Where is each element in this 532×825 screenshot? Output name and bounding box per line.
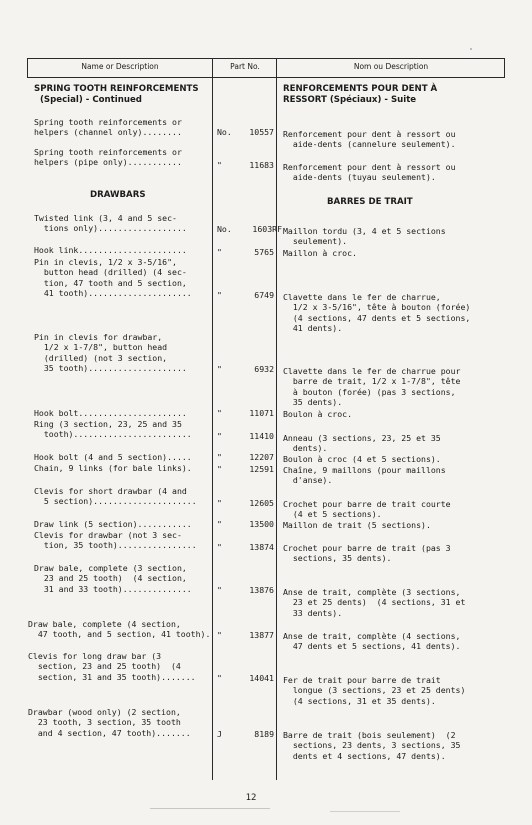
item-description-en: Drawbar (wood only) (2 section, 23 tooth, 3 section, 35 tooth and 4 section, 47 tooth)....... [28, 707, 191, 738]
item-description-en: Spring tooth reinforcements or helpers (channel only)........ [34, 117, 182, 138]
item-description-fr: Fer de trait pour barre de trait longue (3 sections, 23 et 25 dents) (4 sections, 31 et 35 dents). [283, 675, 466, 706]
right-border [504, 58, 505, 77]
item-description-fr: Maillon de trait (5 sections). [283, 520, 431, 530]
item-part-number: 14041 [249, 673, 274, 683]
item-description-en: Pin in clevis, 1/2 x 3-5/16", button head (drilled) (4 sec- tion, 47 tooth and 5 section, 41 tooth)..................... [34, 257, 192, 298]
section-drawbars-fr: BARRES DE TRAIT [327, 197, 413, 207]
column-divider-2 [276, 58, 277, 780]
item-prefix: " [217, 519, 222, 529]
item-part-number: 12207 [249, 452, 274, 462]
item-prefix: J [217, 729, 222, 739]
item-description-fr: Maillon à croc. [283, 248, 357, 258]
header-nom-description: Nom ou Description [353, 62, 429, 71]
section-drawbars-en: DRAWBARS [90, 190, 146, 200]
item-prefix: " [217, 408, 222, 418]
item-description-en: Spring tooth reinforcements or helpers (pipe only)........... [34, 147, 182, 168]
item-description-en: Hook link...................... [34, 245, 187, 255]
item-prefix: " [217, 364, 222, 374]
page-number: 12 [245, 793, 257, 803]
item-part-number: 5765 [254, 247, 274, 257]
item-description-fr: Renforcement pour dent à ressort ou aide-dents (cannelure seulement). [283, 129, 456, 150]
item-description-en: Clevis for drawbar (not 3 sec- tion, 35 tooth)................ [34, 530, 197, 551]
item-prefix: " [217, 542, 222, 552]
item-part-number: 6749 [254, 290, 274, 300]
item-part-number: 11410 [249, 431, 274, 441]
item-part-number: 13874 [249, 542, 274, 552]
item-prefix: " [217, 431, 222, 441]
item-part-number: 10557 [249, 127, 274, 137]
item-description-en: Hook bolt...................... [34, 408, 187, 418]
scan-mark [470, 48, 472, 50]
item-description-en: Twisted link (3, 4 and 5 sec- tions only).................. [34, 213, 187, 234]
item-description-en: Clevis for long draw bar (3 section, 23 and 25 tooth) (4 section, 31 and 35 tooth)....... [28, 651, 196, 682]
item-part-number: 6932 [254, 364, 274, 374]
item-part-number: 11071 [249, 408, 274, 418]
item-part-number: 1603RF [252, 224, 282, 234]
scan-mark [330, 811, 400, 812]
header-name-description: Name or Description [81, 62, 159, 71]
item-description-fr: Boulon à croc. [283, 409, 353, 419]
item-prefix: " [217, 160, 222, 170]
item-part-number: 13876 [249, 585, 274, 595]
item-description-fr: Clavette dans le fer de charrue, 1/2 x 3-5/16", tête à bouton (forée) (4 sections, 47 dents et 5 sections, 41 dents). [283, 292, 471, 333]
section-spring-fr: RENFORCEMENTS POUR DENT À RESSORT (Spéciaux) - Suite [283, 84, 438, 105]
item-description-en: Draw link (5 section)........... [34, 519, 192, 529]
item-description-en: Chain, 9 links (for bale links). [34, 463, 192, 473]
item-part-number: 13877 [249, 630, 274, 640]
item-prefix: " [217, 452, 222, 462]
item-description-fr: Anse de trait, complète (4 sections, 47 dents et 5 sections, 41 dents). [283, 631, 461, 652]
item-description-fr: Anneau (3 sections, 23, 25 et 35 dents). [283, 433, 441, 454]
item-part-number: 11683 [249, 160, 274, 170]
item-prefix: " [217, 630, 222, 640]
item-description-fr: Crochet pour barre de trait (pas 3 sections, 35 dents). [283, 543, 451, 564]
scan-mark [150, 808, 270, 809]
item-prefix: " [217, 673, 222, 683]
item-prefix: " [217, 464, 222, 474]
header-part-no: Part No. [230, 62, 260, 71]
item-part-number: 12591 [249, 464, 274, 474]
item-description-en: Ring (3 section, 23, 25 and 35 tooth)........................ [34, 419, 192, 440]
item-description-fr: Renforcement pour dent à ressort ou aide-dents (tuyau seulement). [283, 162, 456, 183]
item-description-en: Draw bale, complete (3 section, 23 and 25 tooth) (4 section, 31 and 33 tooth).............. [34, 563, 192, 594]
item-prefix: " [217, 585, 222, 595]
left-border [27, 58, 28, 77]
item-part-number: 13500 [249, 519, 274, 529]
item-description-fr: Chaîne, 9 maillons (pour maillons d'anse). [283, 465, 446, 486]
item-description-en: Draw bale, complete (4 section, 47 tooth, and 5 section, 41 tooth). [28, 619, 211, 640]
section-spring-en: SPRING TOOTH REINFORCEMENTS (Special) - Continued [34, 84, 199, 105]
table-top-rule [27, 58, 505, 59]
header-bottom-rule [27, 77, 505, 78]
item-description-en: Hook bolt (4 and 5 section)..... [34, 452, 192, 462]
item-prefix: " [217, 247, 222, 257]
item-part-number: 8189 [254, 729, 274, 739]
item-description-fr: Barre de trait (bois seulement) (2 sections, 23 dents, 3 sections, 35 dents et 4 sections, 47 dents). [283, 730, 461, 761]
item-prefix: No. [217, 127, 232, 137]
item-description-fr: Maillon tordu (3, 4 et 5 sections seulement). [283, 226, 446, 247]
column-divider-1 [212, 58, 213, 780]
item-prefix: " [217, 498, 222, 508]
item-part-number: 12605 [249, 498, 274, 508]
item-description-fr: Boulon à croc (4 et 5 sections). [283, 454, 441, 464]
item-description-fr: Anse de trait, complète (3 sections, 23 et 25 dents) (4 sections, 31 et 33 dents). [283, 587, 466, 618]
item-description-en: Clevis for short drawbar (4 and 5 section)..................... [34, 486, 197, 507]
item-description-fr: Clavette dans le fer de charrue pour barre de trait, 1/2 x 1-7/8", tête à bouton (forée) (pas 3 sections, 35 dents). [283, 366, 461, 407]
item-prefix: No. [217, 224, 232, 234]
item-description-fr: Crochet pour barre de trait courte (4 et 5 sections). [283, 499, 451, 520]
item-prefix: " [217, 290, 222, 300]
item-description-en: Pin in clevis for drawbar, 1/2 x 1-7/8", button head (drilled) (not 3 section, 35 tooth).................... [34, 332, 187, 373]
